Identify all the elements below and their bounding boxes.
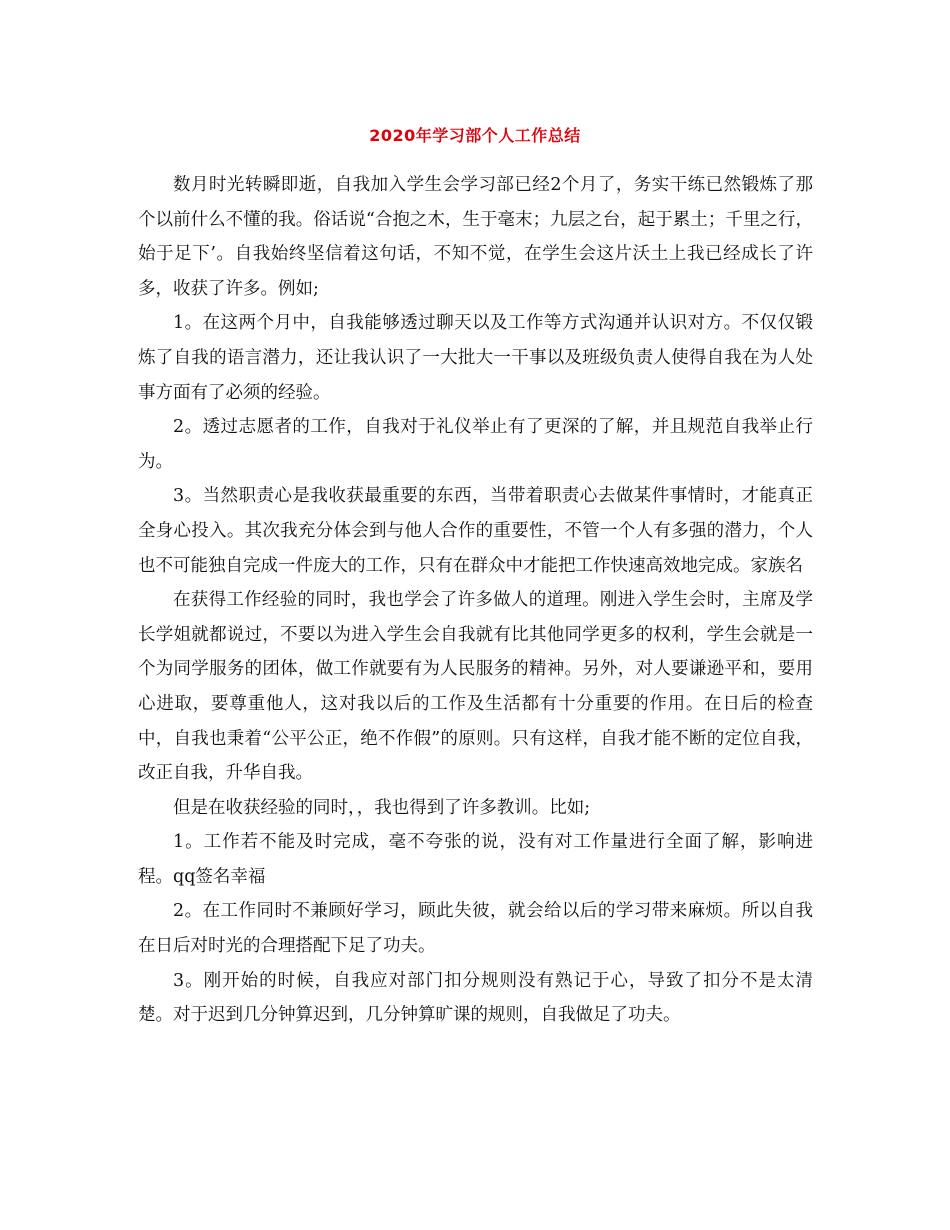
document-body [138,168,813,1033]
paragraph-lessons-intro: 但是在收获经验的同时，，我也得到了许多教训。比如; [173,797,591,818]
paragraph-lesson-1: 1。工作若不能及时完成，毫不夸张的说，没有对工作量进行全面了解，影响进程。qq签名幸福 [138,832,813,887]
paragraph-lesson-3: 3。刚开始的时候，自我应对部门扣分规则没有熟记于心，导致了扣分不是太清楚。对于迟到几分钟算迟到，几分钟算旷课的规则，自我做足了功夫。 [138,970,813,1026]
paragraph-gain-1: 1。在这两个月中，自我能够透过聊天以及工作等方式沟通并认识对方。不仅仅锻炼了自我的语言潜力，还让我认识了一大批大一干事以及班级负责人使得自我在为人处事方面有了必须的经验。 [138,313,813,403]
document-title: 2020年学习部个人工作总结 [369,126,581,145]
paragraph-gain-2: 2。透过志愿者的工作，自我对于礼仪举止有了更深的了解，并且规范自我举止行为。 [138,417,813,472]
paragraph-gain-3: 3。当然职责心是我收获最重要的东西，当带着职责心去做某件事情时，才能真正全身心投入。其次我充分体会到与他人合作的重要性，不管一个人有多强的潜力，个人也不可能独自完成一件庞大的工作，只有在群众中才能把工作快速高效地完成。家族名 [138,486,813,576]
paragraph-lessons-of-life: 在获得工作经验的同时，我也学会了许多做人的道理。刚进入学生会时，主席及学长学姐就都说过，不要以为进入学生会自我就有比其他同学更多的权利，学生会就是一个为同学服务的团体，做工作就要有为人民服务的精神。另外，对人要谦逊平和，要用心进取，要尊重他人，这对我以后的工作及生活都有十分重要的作用。在日后的检查中，自我也秉着“公平公正，绝不作假”的原则。只有这样，自我才能不断的定位自我，改正自我，升华自我。 [138,590,813,784]
paragraph-lesson-2: 2。在工作同时不兼顾好学习，顾此失彼，就会给以后的学习带来麻烦。所以自我在日后对时光的合理搭配下足了功夫。 [138,901,813,957]
paragraph-intro: 数月时光转瞬即逝，自我加入学生会学习部已经2个月了，务实干练已然锻炼了那个以前什么不懂的我。俗话说“合抱之木，生于毫末；九层之台，起于累土；千里之行，始于足下’。自我始终坚信着这句话，不知不觉，在学生会这片沃土上我已经成长了许多，收获了许多。例如; [138,175,813,299]
